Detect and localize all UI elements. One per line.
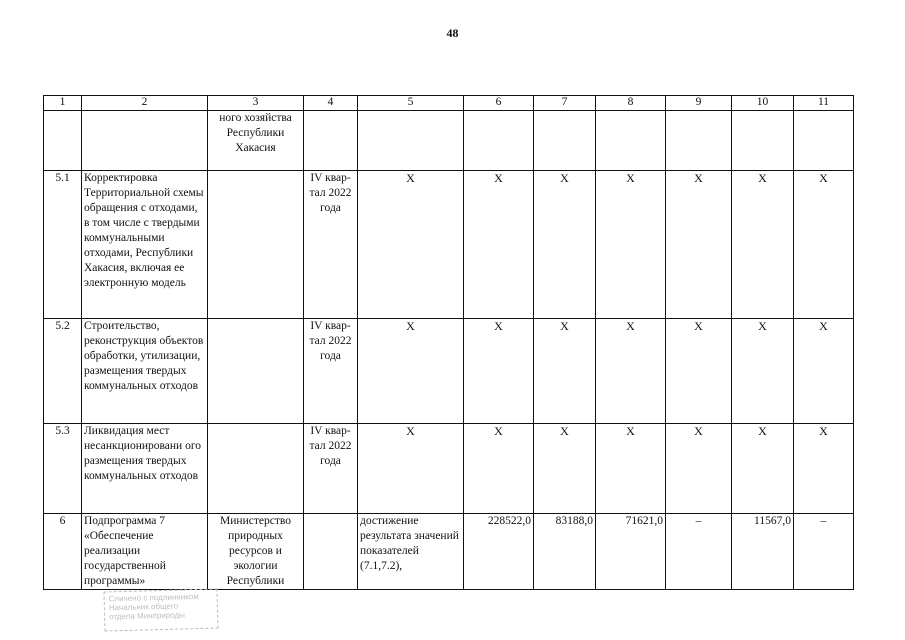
- row-cell-6: 228522,0: [464, 514, 534, 590]
- row-cell-6: Х: [464, 171, 534, 319]
- row-cell-8: Х: [596, 424, 666, 514]
- row-cell-11: Х: [794, 171, 854, 319]
- row-responsible: Министерство природных ресурсов и экологии Республики: [208, 514, 304, 590]
- col-header-2: 2: [82, 96, 208, 111]
- page-number: 48: [446, 26, 459, 40]
- row-cell-7: Х: [534, 424, 596, 514]
- row-cell-5: достижение результата значений показателей (7.1,7.2),: [358, 514, 464, 590]
- row-cell-11: Х: [794, 424, 854, 514]
- col-header-3: 3: [208, 96, 304, 111]
- row-cell-8: 71621,0: [596, 514, 666, 590]
- stamp-line: Начальник общего: [108, 601, 179, 613]
- row-cell-10: Х: [732, 319, 794, 424]
- row-cell-7: Х: [534, 319, 596, 424]
- row-name: Ликвидация мест несанкционировани ого размещения твердых коммунальных отходов: [82, 424, 208, 514]
- row-number: 5.3: [44, 424, 82, 514]
- col-header-7: 7: [534, 96, 596, 111]
- row-name: Корректировка Территориальной схемы обращения с отходами, в том числе с твердыми коммунальными отходами, Республики Хакасия, включая ее электронную модель: [82, 171, 208, 319]
- row-number: 5.1: [44, 171, 82, 319]
- col-header-4: 4: [304, 96, 358, 111]
- column-number-row: [44, 96, 854, 111]
- col-header-10: 10: [732, 96, 794, 111]
- stamp-line: Сличено с подлинником: [108, 592, 199, 604]
- col-header-1: 1: [44, 96, 82, 111]
- col-header-9: 9: [666, 96, 732, 111]
- col-header-5: 5: [358, 96, 464, 111]
- table-row: [44, 424, 854, 514]
- row-cell-6: Х: [464, 424, 534, 514]
- row-deadline: [304, 514, 358, 590]
- certification-stamp: [103, 589, 218, 632]
- row-deadline: IV квар-тал 2022 года: [304, 171, 358, 319]
- row-cell-11: Х: [794, 319, 854, 424]
- row-responsible: [208, 319, 304, 424]
- continuation-row: [44, 111, 854, 171]
- row-cell-10: Х: [732, 424, 794, 514]
- row-cell-5: Х: [358, 171, 464, 319]
- col-header-11: 11: [794, 96, 854, 111]
- row-cell-9: –: [666, 514, 732, 590]
- col-header-6: 6: [464, 96, 534, 111]
- row-deadline: IV квар-тал 2022 года: [304, 319, 358, 424]
- row-cell-8: Х: [596, 171, 666, 319]
- row-number: 6: [44, 514, 82, 590]
- continuation-responsible: ного хозяйства Республики Хакасия: [208, 111, 304, 171]
- row-cell-5: Х: [358, 424, 464, 514]
- row-cell-7: Х: [534, 171, 596, 319]
- table-row: [44, 319, 854, 424]
- row-cell-9: Х: [666, 171, 732, 319]
- row-cell-9: Х: [666, 319, 732, 424]
- row-cell-6: Х: [464, 319, 534, 424]
- program-table: [43, 95, 854, 590]
- stamp-line: отдела Минприроды: [109, 610, 186, 622]
- row-cell-5: Х: [358, 319, 464, 424]
- row-name: Строительство, реконструкция объектов обработки, утилизации, размещения твердых коммунальных отходов: [82, 319, 208, 424]
- row-responsible: [208, 424, 304, 514]
- table-row: [44, 514, 854, 590]
- row-responsible: [208, 171, 304, 319]
- table-row: [44, 171, 854, 319]
- row-deadline: IV квар-тал 2022 года: [304, 424, 358, 514]
- row-cell-9: Х: [666, 424, 732, 514]
- col-header-8: 8: [596, 96, 666, 111]
- row-cell-10: 11567,0: [732, 514, 794, 590]
- row-cell-7: 83188,0: [534, 514, 596, 590]
- row-cell-8: Х: [596, 319, 666, 424]
- row-cell-10: Х: [732, 171, 794, 319]
- row-number: 5.2: [44, 319, 82, 424]
- row-name: Подпрограмма 7 «Обеспечение реализации государственной программы»: [82, 514, 208, 590]
- row-cell-11: –: [794, 514, 854, 590]
